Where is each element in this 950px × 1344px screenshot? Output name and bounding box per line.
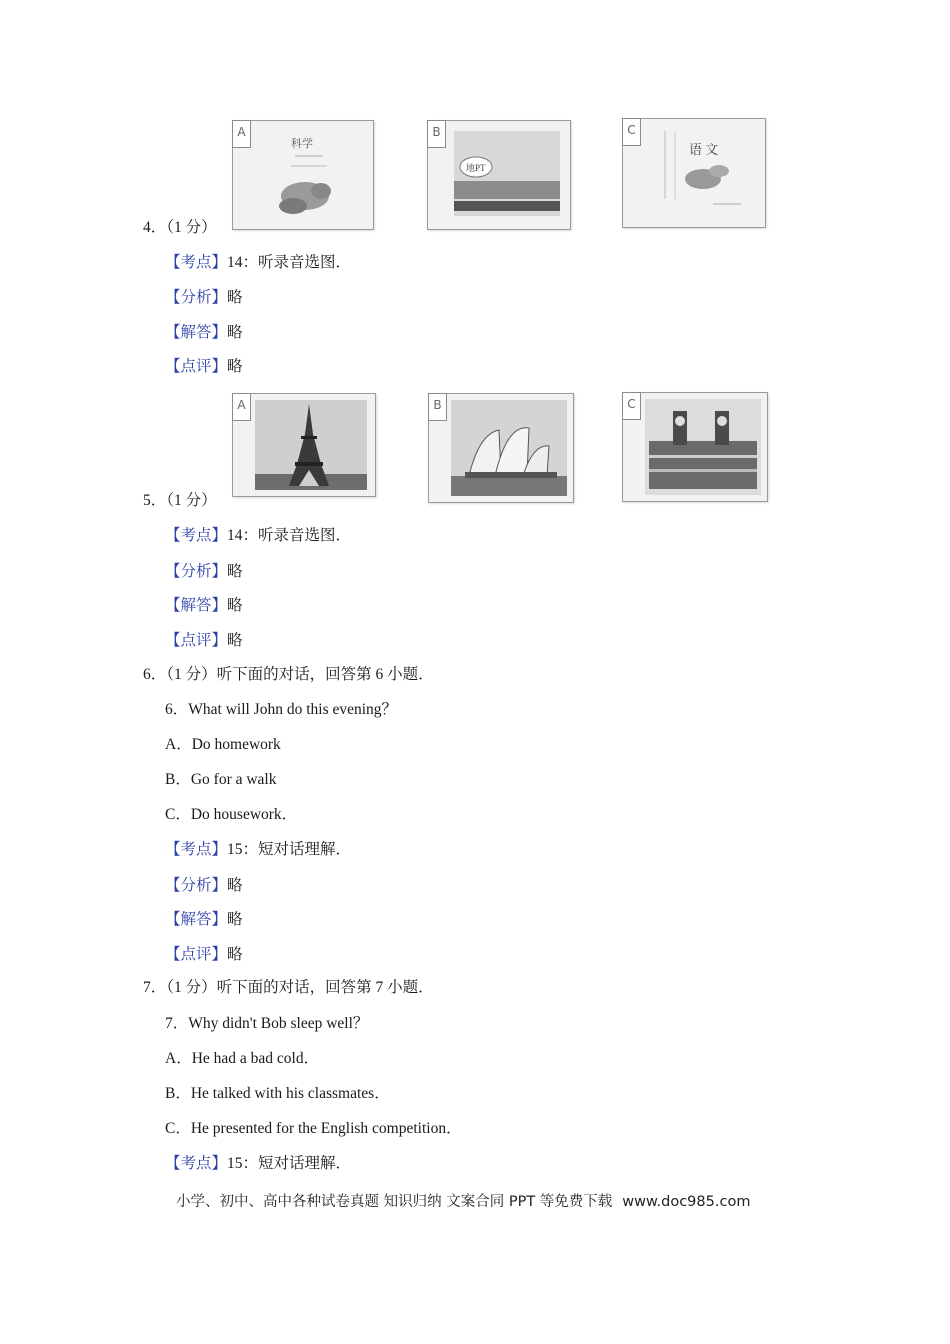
option-letter: B	[427, 120, 446, 148]
q6-choice-a: A．Do homework	[165, 736, 281, 753]
book-title: 地PT	[466, 163, 486, 173]
sydney-opera-house-icon	[429, 394, 573, 502]
q7-choice-c: C．He presented for the English competition．	[165, 1120, 462, 1137]
q7-choice-a: A．He had a bad cold．	[165, 1050, 320, 1067]
footer-text: 小学、初中、高中各种试卷真题 知识归纳 文案合同 PPT 等免费下载	[176, 1194, 613, 1210]
science-book-cover-icon	[233, 121, 373, 229]
fenxi-text: 略	[227, 289, 243, 306]
q7-number: 7．（1 分）听下面的对话，回答第 7 小题．	[143, 979, 434, 996]
q4-option-a-image	[232, 120, 374, 230]
q5-dianping	[165, 631, 243, 651]
q5-fenxi	[165, 562, 243, 582]
fenxi-tag: 【分析】	[165, 563, 228, 580]
q4-fenxi	[165, 288, 243, 308]
jieda-tag: 【解答】	[165, 597, 228, 614]
eiffel-tower-icon	[233, 394, 375, 496]
option-letter: C	[622, 392, 641, 420]
jieda-text: 略	[227, 324, 243, 341]
jieda-text: 略	[227, 597, 243, 614]
q6-kaodian	[165, 840, 351, 860]
q7-kaodian	[165, 1154, 351, 1174]
kaodian-text: 14：听录音选图．	[227, 254, 352, 271]
q4-kaodian	[165, 253, 351, 273]
jieda-tag: 【解答】	[165, 324, 228, 341]
q7-choice-b: B．He talked with his classmates．	[165, 1085, 390, 1102]
kaodian-text: 15：短对话理解．	[227, 841, 352, 858]
q6-number: 6．（1 分）听下面的对话，回答第 6 小题．	[143, 666, 434, 683]
kaodian-tag: 【考点】	[165, 254, 228, 271]
dianping-tag: 【点评】	[165, 946, 228, 963]
q5-option-c-image	[622, 392, 768, 502]
q6-dianping	[165, 945, 243, 965]
q6-choice-b: B．Go for a walk	[165, 771, 277, 788]
railway-station-icon	[623, 393, 767, 501]
q4-dianping	[165, 357, 243, 377]
option-letter: A	[232, 120, 251, 148]
book-title: 语 文	[689, 142, 719, 157]
q4-jieda	[165, 323, 243, 343]
fenxi-tag: 【分析】	[165, 289, 228, 306]
q6-choice-c: C．Do housework．	[165, 806, 298, 823]
fenxi-text: 略	[227, 563, 243, 580]
dianping-tag: 【点评】	[165, 632, 228, 649]
book-title: 科学	[291, 138, 313, 150]
q5-kaodian	[165, 526, 351, 546]
footer-url[interactable]: www.doc985.com	[622, 1194, 751, 1210]
kaodian-tag: 【考点】	[165, 1155, 228, 1172]
q5-option-a-image	[232, 393, 376, 497]
kaodian-text: 15：短对话理解．	[227, 1155, 352, 1172]
jieda-tag: 【解答】	[165, 911, 228, 928]
q6-question: 6．What will John do this evening？	[165, 701, 398, 718]
page-footer	[176, 1190, 750, 1211]
fenxi-text: 略	[227, 877, 243, 894]
q4-option-c-image	[622, 118, 766, 228]
option-letter: B	[428, 393, 447, 421]
option-letter: C	[622, 118, 641, 146]
q4-number: 4．（1 分）	[143, 219, 217, 236]
q5-number: 5．（1 分）	[143, 492, 217, 509]
kaodian-text: 14：听录音选图．	[227, 527, 352, 544]
q5-jieda	[165, 596, 243, 616]
dianping-tag: 【点评】	[165, 358, 228, 375]
geography-book-cover-icon	[428, 121, 570, 229]
dianping-text: 略	[227, 632, 243, 649]
q5-option-b-image	[428, 393, 574, 503]
chinese-book-cover-icon	[623, 119, 765, 227]
kaodian-tag: 【考点】	[165, 527, 228, 544]
option-letter: A	[232, 393, 251, 421]
q4-option-b-image	[427, 120, 571, 230]
dianping-text: 略	[227, 946, 243, 963]
fenxi-tag: 【分析】	[165, 877, 228, 894]
q6-fenxi	[165, 876, 243, 896]
dianping-text: 略	[227, 358, 243, 375]
jieda-text: 略	[227, 911, 243, 928]
q6-jieda	[165, 910, 243, 930]
q7-question: 7．Why didn't Bob sleep well？	[165, 1015, 369, 1032]
kaodian-tag: 【考点】	[165, 841, 228, 858]
